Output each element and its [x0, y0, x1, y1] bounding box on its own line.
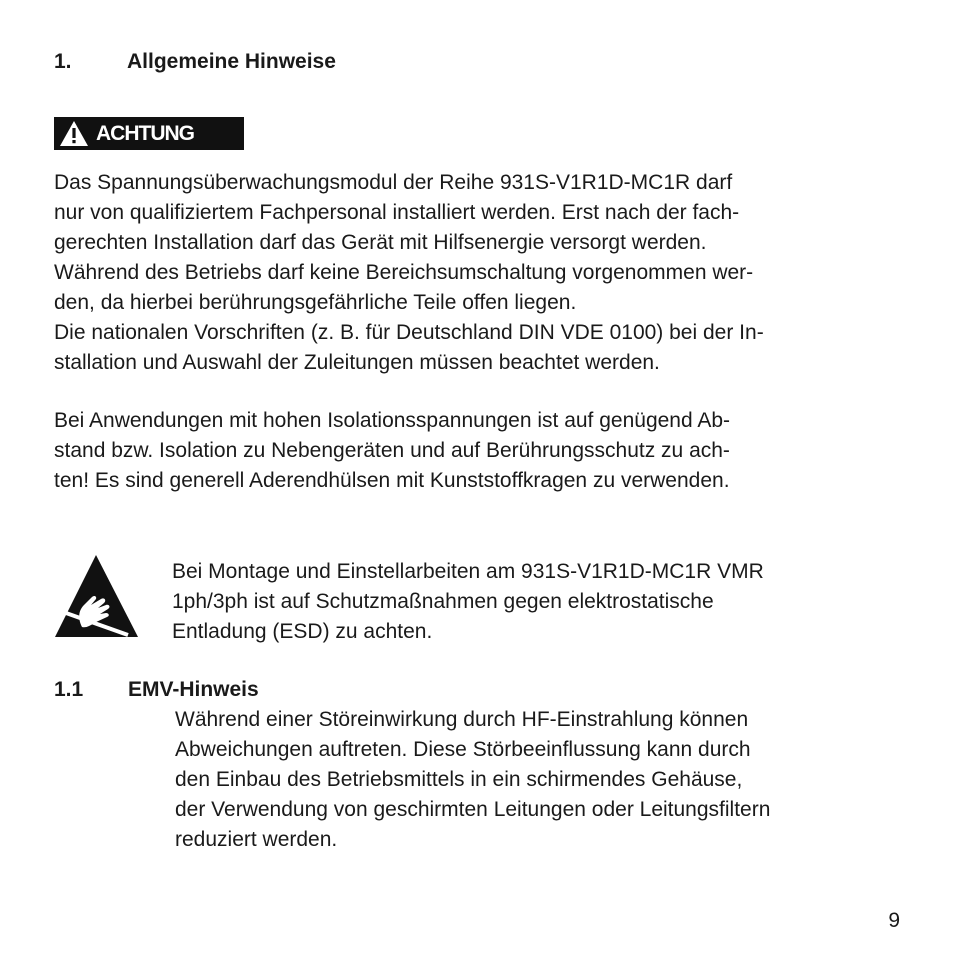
section-number: 1.	[54, 50, 72, 73]
section-title: Allgemeine Hinweise	[127, 50, 336, 73]
paragraph-line: den Einbau des Betriebsmittels in ein schirmendes Gehäuse,	[175, 768, 743, 791]
paragraph-line: Das Spannungsüberwachungsmodul der Reihe 931S-V1R1D-MC1R darf	[54, 171, 733, 194]
esd-notice	[172, 557, 764, 647]
section-heading-1	[0, 47, 954, 77]
page-number: 9	[888, 909, 900, 932]
paragraph-line: Die nationalen Vorschriften (z. B. für Deutschland DIN VDE 0100) bei der In-	[54, 321, 764, 344]
paragraph-line: der Verwendung von geschirmten Leitungen oder Leitungsfiltern	[175, 798, 771, 821]
paragraph-line: reduziert werden.	[175, 828, 338, 851]
section-title: EMV-Hinweis	[128, 678, 259, 701]
paragraph-line: stand bzw. Isolation zu Nebengeräten und auf Berührungsschutz zu ach-	[54, 439, 730, 462]
paragraph-2	[54, 406, 730, 496]
esd-warning-icon	[54, 553, 139, 639]
section-heading-1-1	[0, 675, 954, 705]
warning-triangle-icon	[59, 120, 89, 147]
paragraph-1	[54, 168, 764, 378]
esd-line: Entladung (ESD) zu achten.	[172, 620, 433, 643]
paragraph-line: Während einer Störeinwirkung durch HF-Einstrahlung können	[175, 708, 749, 731]
esd-line: 1ph/3ph ist auf Schutzmaßnahmen gegen elektrostatische	[172, 590, 714, 613]
paragraph-line: nur von qualifiziertem Fachpersonal installiert werden. Erst nach der fach-	[54, 201, 740, 224]
emv-paragraph	[175, 705, 770, 855]
paragraph-line: Bei Anwendungen mit hohen Isolationsspannungen ist auf genügend Ab-	[54, 409, 731, 432]
warning-badge	[54, 117, 244, 150]
paragraph-line: Abweichungen auftreten. Diese Störbeeinflussung kann durch	[175, 738, 751, 761]
paragraph-line: gerechten Installation darf das Gerät mit Hilfsenergie versorgt werden.	[54, 231, 707, 254]
paragraph-line: ten! Es sind generell Aderendhülsen mit Kunststoffkragen zu verwenden.	[54, 469, 730, 492]
esd-line: Bei Montage und Einstellarbeiten am 931S-V1R1D-MC1R VMR	[172, 560, 764, 583]
paragraph-line: Während des Betriebs darf keine Bereichsumschaltung vorgenommen wer-	[54, 261, 754, 284]
warning-label: ACHTUNG	[96, 122, 194, 145]
paragraph-line: den, da hierbei berührungsgefährliche Teile offen liegen.	[54, 291, 577, 314]
paragraph-line: stallation und Auswahl der Zuleitungen müssen beachtet werden.	[54, 351, 660, 374]
section-number: 1.1	[54, 678, 84, 701]
